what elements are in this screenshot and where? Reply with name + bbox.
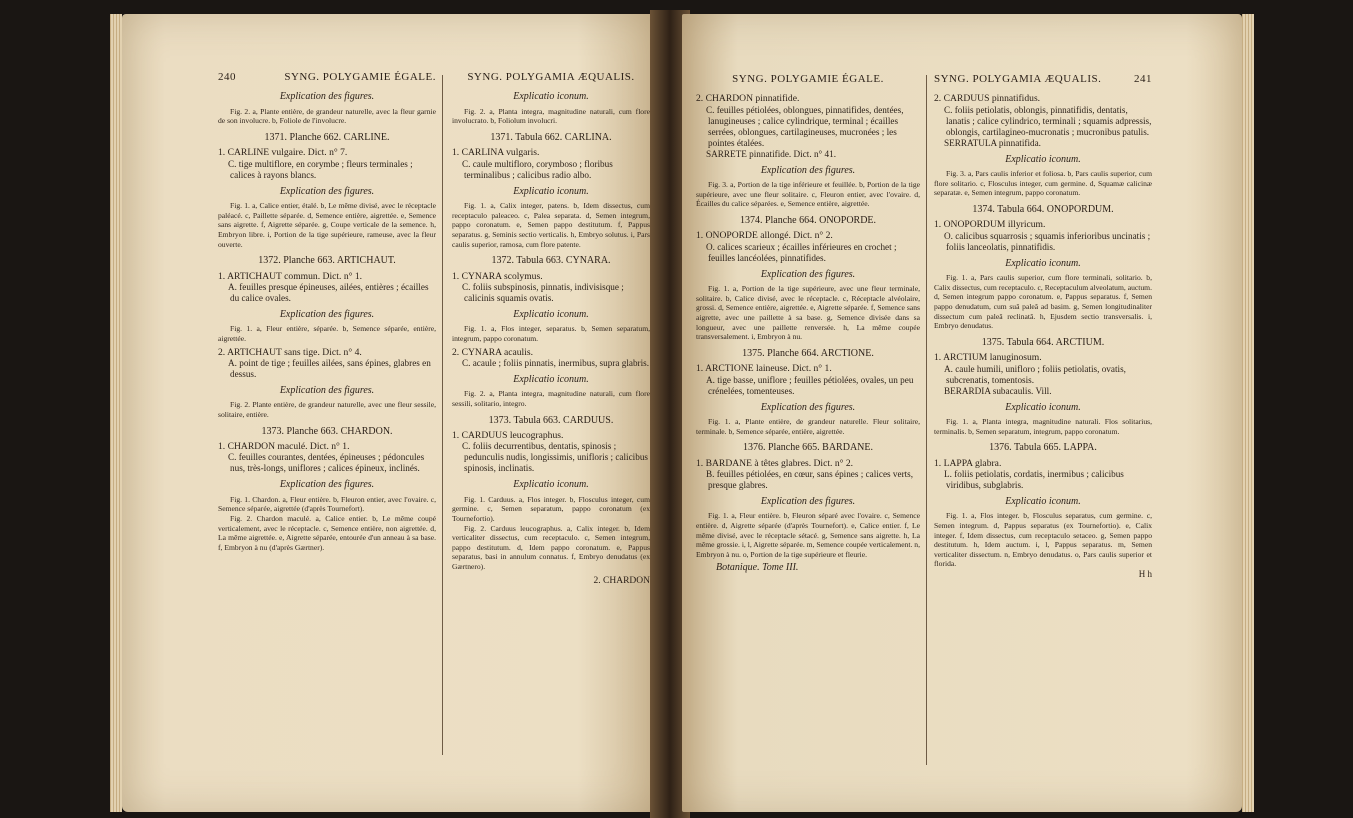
species-title: 1. ARCTIUM lanuginosum. <box>934 352 1042 364</box>
left-column-rule <box>442 75 443 755</box>
right-column-rule <box>926 75 927 765</box>
running-header <box>452 72 650 82</box>
section-heading: 1374. Tabula 664. ONOPORDUM. <box>972 204 1114 215</box>
explanation-heading: Explication des figures. <box>760 401 856 413</box>
figure-caption: Fig. 1. a, Flos integer, separatus. b, Semen separatum, integrum, pappo coronatum. <box>452 324 650 343</box>
figure-caption: Fig. 1. a, Portion de la tige supérieure, avec une fleur terminale, solitaire. b, Calice divisé, avec le réceptacle. c, Réceptacle alvéolaire, grossi. d, Semence entière, aigrettée. e, Aigrette séparée. f, Semence sans aigrette, avec une paillette à sa base. g, Semence divisée dans sa longueur, avec une paillette renversée. h, La même coupée transversalement. i, Embryon à nu. <box>696 284 920 342</box>
figure-caption: Fig. 1. a, Fleur entière. b, Fleuron séparé avec l'ovaire. c, Semence entière. d, Aigrette séparée (d'après Tournefort). e, Calice entier. f, Le même divisé, avec le réceptacle sétacé. g, Semence sans aigrette. h, La même grossie. i, l, Aigrette séparée. m, Semence coupée verticalement. n, Embryon à nu. o, Portion de la tige supérieure et fleurie. <box>696 511 920 559</box>
species-description: B. feuilles pétiolées, en cœur, sans épines ; calices verts, presque glabres. <box>706 469 914 490</box>
right-page-latin-column <box>934 74 1152 579</box>
species-title: 1. LAPPA glabra. <box>934 457 1002 469</box>
figure-caption: Fig. 1. a, Calice entier, étalé. b, Le même divisé, avec le réceptacle paléacé. c, Paillette séparée. d, Semence entière, aigrettée. e, Semence sans aigrette. f, Aigrette séparée. g, Coupe verticale de la semence. h, Embryon libre. i, Portion de la tige supérieure, rameuse, avec la fleur ouverte. <box>218 201 436 249</box>
header-title: SYNG. POLYGAMIE ÉGALE. <box>284 71 436 83</box>
species-description: SERRATULA pinnatifida. <box>944 137 1041 148</box>
species-title: 2. CYNARA acaulis. <box>452 346 534 358</box>
signature-mark: H h <box>1138 568 1152 579</box>
page-number: 241 <box>1134 73 1152 85</box>
species-title: 1. CARLINA vulgaris. <box>452 147 540 159</box>
explanation-heading: Explication des figures. <box>279 91 375 103</box>
explanation-heading: Explication des figures. <box>279 309 375 320</box>
species-description: C. acaule ; foliis pinnatis, inermibus, supra glabris. <box>462 358 650 368</box>
species-description: A. tige basse, uniflore ; feuilles pétiolées, ovales, un peu crénelées, tomenteuses. <box>706 374 914 396</box>
species-description: L. foliis petiolatis, cordatis, inermibus ; calicibus viridibus, subglabris. <box>944 469 1124 490</box>
explanation-heading: Explication des figures. <box>760 496 856 507</box>
section-heading: 1376. Planche 665. BARDANE. <box>743 442 873 454</box>
volume-footer: Botanique. Tome III. <box>716 562 799 574</box>
species-title: 1. ARCTIONE laineuse. Dict. n° 1. <box>696 363 832 375</box>
species-title: 1. CARDUUS leucographus. <box>452 430 564 441</box>
species-title: 1. ONOPORDE allongé. Dict. n° 2. <box>696 230 833 242</box>
figure-caption: Fig. 1. a, Plante entière, de grandeur naturelle. Fleur solitaire, terminale. b, Semence séparée, entière, aigrettée. <box>696 417 920 436</box>
species-description: O. calicibus squarrosis ; squamis inferioribus uncinatis ; foliis lanceolatis, pinnatifidis. <box>944 230 1151 252</box>
figure-caption: Fig. 2. Plante entière, de grandeur naturelle, avec une fleur sessile, solitaire, entière. <box>218 400 436 419</box>
running-header <box>696 74 920 84</box>
explanation-heading: Explicatio iconum. <box>1005 257 1081 269</box>
figure-caption: Fig. 1. a, Planta integra, magnitudine naturali. Flos solitarius, terminalis. b, Semen separatum, integrum, pappo coronatum. <box>934 417 1152 436</box>
species-description: C. caule multifloro, corymboso ; floribus terminalibus ; calicibus radio albo. <box>462 158 613 180</box>
figure-caption: Fig. 1. a, Flos integer. b, Flosculus separatus, cum germine. c, Semen integrum. d, Pappus separatus (ex Tournefortio). e, Calix integer. f, Idem dissectus, cum receptaculo setaceo. g, Semen pappo destitutum. h, Idem auctum. i, l, Pappus separatus. m, Semen verticaliter dissectum. n, Embryo denudatus. o, Pars caulis superior et florida. <box>934 511 1152 569</box>
species-title: 1. ONOPORDUM illyricum. <box>934 219 1046 231</box>
figure-caption: Fig. 1. Carduus. a, Flos integer. b, Flosculus integer, cum germine. c, Semen separatum, pappo coronatum (ex Tournefortio). <box>452 494 650 523</box>
section-heading: 1372. Planche 663. ARTICHAUT. <box>258 255 396 267</box>
figure-caption: Fig. 2. a, Plante entière, de grandeur naturelle, avec la fleur garnie de son involucre. b, Foliole de l'involucre. <box>218 106 436 126</box>
explanation-heading: Explication des figures. <box>279 385 375 396</box>
explanation-heading: Explicatio iconum. <box>1005 401 1081 413</box>
section-heading: 1372. Tabula 663. CYNARA. <box>491 255 611 267</box>
figure-caption: Fig. 3. a, Portion de la tige inférieure et feuillée. b, Portion de la tige supérieure, avec une fleur solitaire. c, Fleuron entier, avec l'ovaire. d, Écailles du calice séparées. e, Semence entière, aigrettée. <box>696 180 920 209</box>
species-title: 1. CYNARA scolymus. <box>452 270 543 282</box>
section-heading: 1371. Tabula 662. CARLINA. <box>490 132 612 143</box>
species-description: A. caule humili, unifloro ; foliis petiolatis, ovatis, subcrenatis, tomentosis. <box>944 363 1126 385</box>
explanation-heading: Explicatio iconum. <box>1005 496 1081 507</box>
species-description: A. point de tige ; feuilles ailées, sans épines, glabres en dessus. <box>228 358 431 379</box>
catchword: 2. CHARDON <box>593 575 650 586</box>
explanation-heading: Explicatio iconum. <box>1005 153 1081 165</box>
left-page-french-column <box>218 72 436 552</box>
running-header <box>934 74 1152 84</box>
species-title: 1. CARLINE vulgaire. Dict. n° 7. <box>218 147 348 159</box>
species-description: C. foliis subspinosis, pinnatis, indivisisque ; calicinis squamis ovatis. <box>462 282 624 303</box>
right-page-french-column <box>696 74 920 574</box>
species-description: C. foliis petiolatis, oblongis, pinnatifidis, dentatis, lanatis ; calice cylindrico, terminali ; squamis adpressis, oblongis, cartilagineo-mucronatis ; mucronibus patulis. <box>944 104 1152 137</box>
explanation-heading: Explication des figures. <box>760 164 856 176</box>
figure-caption: Fig. 2. a, Planta integra, magnitudine naturali, cum flore involucrato. b, Foliolum involucri. <box>452 106 650 126</box>
right-page-edge <box>1242 14 1254 812</box>
left-page-latin-column <box>452 72 650 586</box>
running-header <box>218 72 436 82</box>
page-number: 240 <box>218 71 236 83</box>
species-description: SARRETE pinnatifide. Dict. n° 41. <box>706 148 836 159</box>
figure-caption: Fig. 2. Chardon maculé. a, Calice entier. b, Le même coupé verticalement, avec le réceptacle. c, Semence entière, non aigrettée. d, La même aigrettée. e, Aigrette séparée, entourée d'un anneau à sa base. f, Embryon à nu (d'après Gærtner). <box>218 514 436 552</box>
species-title: 2. CHARDON pinnatifide. <box>696 93 800 105</box>
explanation-heading: Explicatio iconum. <box>513 374 589 385</box>
species-title: 1. ARTICHAUT commun. Dict. n° 1. <box>218 270 363 282</box>
section-heading: 1374. Planche 664. ONOPORDE. <box>739 215 877 226</box>
species-title: 2. ARTICHAUT sans tige. Dict. n° 4. <box>218 346 362 358</box>
header-title: SYNG. POLYGAMIA ÆQUALIS. <box>934 73 1102 85</box>
section-heading: 1371. Planche 662. CARLINE. <box>264 132 390 143</box>
figure-caption: Fig. 1. Chardon. a, Fleur entière. b, Fleuron entier, avec l'ovaire. c, Semence séparée, aigrettée (d'après Tournefort). <box>218 494 436 514</box>
header-title: SYNG. POLYGAMIE ÉGALE. <box>732 73 884 85</box>
species-description: C. feuilles courantes, dentées, épineuses ; pédoncules nus, très-longs, uniflores ; calices épineux, inclinés. <box>228 452 425 474</box>
species-description: C. feuilles pétiolées, oblongues, pinnatifides, dentées, lanugineuses ; calice cylindrique, terminal ; écailles serrées, oblongues, cartilagineuses, mucronées ; les pointes étalées. <box>706 104 904 148</box>
species-description: BERARDIA subacaulis. Vill. <box>944 385 1052 396</box>
explanation-heading: Explication des figures. <box>279 185 375 197</box>
figure-caption: Fig. 1. a, Pars caulis superior, cum flore terminali, solitario. b, Calix dissectus, cum receptaculo. c, Receptaculum alveolatum, auctum. d, Semen integrum pappo coronatum. e, Pappus separatus. f, Semen pappo denudatum, cum suâ paleâ ad basim. g, Semen longitudinaliter dissectum cum paleâ reclinatâ. h, Ejusdem sectio transversalis. i, Embryo denudatus. <box>934 273 1152 331</box>
figure-caption: Fig. 1. a, Calix integer, patens. b, Idem dissectus, cum receptaculo paleaceo. c, Palea separata. d, Semen integrum, pappo coronatum. e, Semen pappo destitutum. f, Pappus separatus. g, Seminis sectio verticalis. h, Embryo solutus. i, Pars caulis superior, ramosa, cum flore patente. <box>452 201 650 249</box>
species-description: C. foliis decurrentibus, dentatis, spinosis ; pedunculis nudis, longissimis, unifloris ; calicibus spinosis, inclinatis. <box>462 441 648 474</box>
species-title: 2. CARDUUS pinnatifidus. <box>934 93 1041 105</box>
figure-caption: Fig. 2. a, Planta integra, magnitudine naturali, cum flore sessili, solitario, integro. <box>452 389 650 408</box>
figure-caption: Fig. 1. a, Fleur entière, séparée. b, Semence séparée, entière, aigrettée. <box>218 324 436 343</box>
explanation-heading: Explicatio iconum. <box>513 479 589 491</box>
species-title: 1. CHARDON maculé. Dict. n° 1. <box>218 441 350 452</box>
explanation-heading: Explicatio iconum. <box>513 309 589 320</box>
explanation-heading: Explication des figures. <box>760 268 856 280</box>
header-title: SYNG. POLYGAMIA ÆQUALIS. <box>467 71 635 83</box>
explanation-heading: Explicatio iconum. <box>513 185 589 197</box>
figure-caption: Fig. 3. a, Pars caulis inferior et foliosa. b, Pars caulis superior, cum flore solitario. c, Flosculus integer, cum germine. d, Squamæ calicinæ separatæ. e, Semen integrum, pappo coronatum. <box>934 169 1152 198</box>
species-description: A. feuilles presque épineuses, ailées, entières ; écailles du calice ovales. <box>228 282 429 303</box>
left-page-edge <box>110 14 122 812</box>
section-heading: 1373. Tabula 663. CARDUUS. <box>488 414 614 426</box>
species-description: C. tige multiflore, en corymbe ; fleurs terminales ; calices à rayons blancs. <box>228 158 413 180</box>
section-heading: 1375. Tabula 664. ARCTIUM. <box>981 336 1105 348</box>
section-heading: 1375. Planche 664. ARCTIONE. <box>742 347 874 359</box>
section-heading: 1373. Planche 663. CHARDON. <box>261 425 393 437</box>
explanation-heading: Explicatio iconum. <box>513 91 589 103</box>
figure-caption: Fig. 2. Carduus leucographus. a, Calix integer. b, Idem verticaliter dissectus, cum receptaculo. c, Semen integrum, pappo destitutum. d, Idem pappo coronatum. e, Pappus separatus, basi in annulum connatus. f, Embryo denudatus (ex Gærtnero). <box>452 523 650 571</box>
section-heading: 1376. Tabula 665. LAPPA. <box>989 442 1097 454</box>
species-description: O. calices scarieux ; écailles inférieures en crochet ; feuilles lancéolées, pinnatifides. <box>706 241 897 263</box>
species-title: 1. BARDANE à têtes glabres. Dict. n° 2. <box>696 457 854 469</box>
explanation-heading: Explication des figures. <box>279 479 375 491</box>
